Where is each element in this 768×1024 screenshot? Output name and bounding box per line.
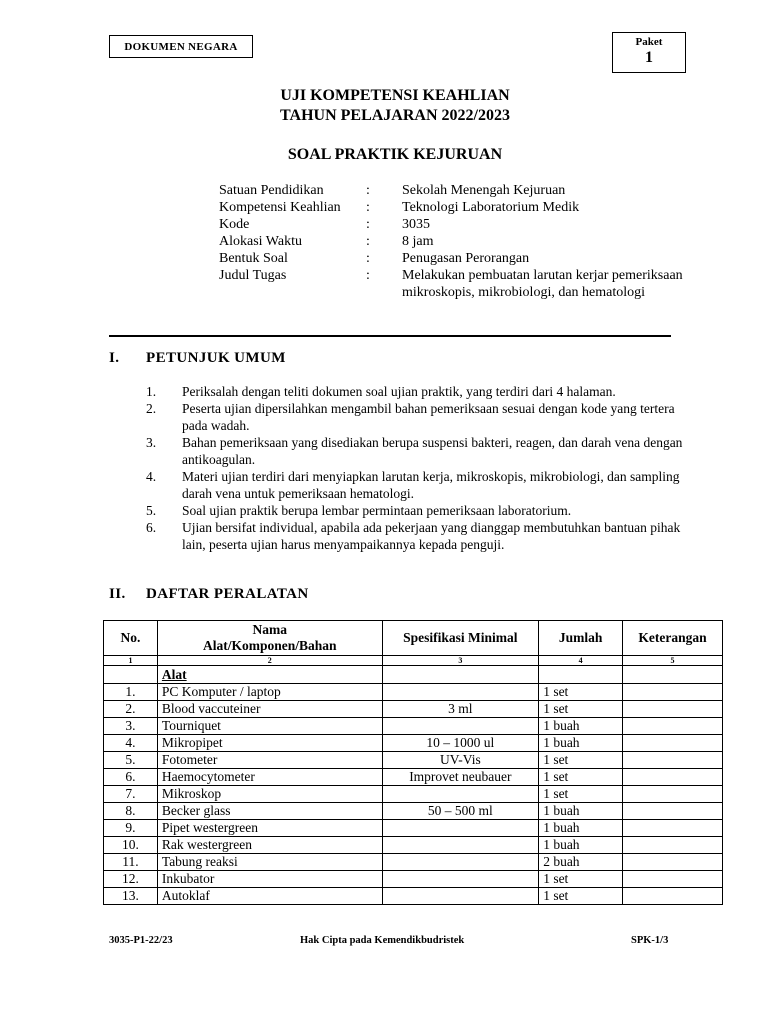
list-item-number: 1.: [146, 384, 157, 399]
cell-spesifikasi: [382, 871, 539, 888]
cell-spesifikasi: [382, 718, 539, 735]
list-item: [146, 383, 686, 400]
cell-nama: Haemocytometer: [157, 769, 382, 786]
cell-no: 10.: [104, 837, 158, 854]
title-line-3: SOAL PRAKTIK KEJURUAN: [287, 146, 503, 163]
table-row: [104, 803, 723, 820]
table-row: [104, 837, 723, 854]
paket-label: Paket: [635, 36, 663, 48]
list-item-text: Ujian bersifat individual, apabila ada pekerjaan yang dianggap membutuhkan bantuan pihak lain, peserta ujian harus menyampaikannya kepada penguji.: [182, 520, 681, 552]
cell-keterangan: [623, 837, 723, 854]
category-label: Alat: [157, 666, 382, 684]
cell-nama: Autoklaf: [157, 888, 382, 905]
cell-jumlah: 1 buah: [539, 718, 623, 735]
cell-jumlah: 1 set: [539, 871, 623, 888]
table-row: [104, 871, 723, 888]
cell-keterangan: [623, 735, 723, 752]
table-row: [104, 752, 723, 769]
cell-keterangan: [623, 701, 723, 718]
cell-keterangan: [623, 888, 723, 905]
info-value: Penugasan Perorangan: [402, 251, 530, 266]
header-spesifikasi: Spesifikasi Minimal: [382, 621, 539, 656]
info-value: 3035: [402, 217, 430, 232]
header-nama: [157, 621, 382, 656]
cell-no: 3.: [104, 718, 158, 735]
info-label: Alokasi Waktu: [219, 234, 302, 249]
cell-nama: Inkubator: [157, 871, 382, 888]
cell-nama: Rak westergreen: [157, 837, 382, 854]
list-item: [146, 468, 686, 502]
info-row: [219, 250, 692, 267]
cell-jumlah: 1 set: [539, 752, 623, 769]
cell-no: 1.: [104, 684, 158, 701]
info-row: [219, 216, 692, 233]
header-nama-line1: Nama: [252, 622, 287, 637]
cell-jumlah: 1 buah: [539, 803, 623, 820]
info-value: Melakukan pembuatan larutan kerjar pemeriksaan mikroskopis, mikrobiologi, dan hematologi: [402, 268, 683, 300]
cell-nama: Mikroskop: [157, 786, 382, 803]
list-item-number: 3.: [146, 435, 157, 450]
table-header-row: [104, 621, 723, 656]
cell-nama: Tabung reaksi: [157, 854, 382, 871]
cell-spesifikasi: 3 ml: [382, 701, 539, 718]
cell-keterangan: [623, 752, 723, 769]
cell-nama: PC Komputer / laptop: [157, 684, 382, 701]
info-value: Teknologi Laboratorium Medik: [402, 200, 580, 215]
info-value: 8 jam: [402, 234, 434, 249]
header-nama-line2: Alat/Komponen/Bahan: [202, 638, 337, 653]
cell-spesifikasi: [382, 820, 539, 837]
cell-no: 9.: [104, 820, 158, 837]
cell-no: 5.: [104, 752, 158, 769]
cell-no: 7.: [104, 786, 158, 803]
list-item-number: 2.: [146, 401, 157, 416]
header-jumlah: Jumlah: [539, 621, 623, 656]
section-2-heading: [109, 586, 309, 603]
cell-jumlah: 1 set: [539, 769, 623, 786]
footer-page: SPK-1/3: [631, 935, 669, 946]
list-item: [146, 519, 686, 553]
info-row: [219, 199, 692, 216]
title-line-1: UJI KOMPETENSI KEAHLIAN: [280, 87, 510, 104]
cell-jumlah: 1 set: [539, 684, 623, 701]
cell-spesifikasi: [382, 888, 539, 905]
list-item-text: Peserta ujian dipersilahkan mengambil bahan pemeriksaan sesuai dengan kode yang tertera pada wadah.: [182, 401, 675, 433]
list-item-number: 4.: [146, 469, 157, 484]
cell-nama: Blood vaccuteiner: [157, 701, 382, 718]
table-row: [104, 786, 723, 803]
info-label: Kompetensi Keahlian: [219, 200, 341, 215]
list-item-text: Soal ujian praktik berupa lembar permintaan pemeriksaan laboratorium.: [182, 503, 572, 518]
cell-spesifikasi: [382, 837, 539, 854]
info-label: Judul Tugas: [219, 268, 287, 283]
equipment-table: [103, 620, 723, 905]
cell-spesifikasi: [382, 684, 539, 701]
cell-spesifikasi: 10 – 1000 ul: [382, 735, 539, 752]
column-index: 4: [539, 656, 623, 666]
info-value: Sekolah Menengah Kejuruan: [402, 183, 566, 198]
footer-code: 3035-P1-22/23: [109, 935, 173, 946]
cell-spesifikasi: UV-Vis: [382, 752, 539, 769]
column-index: 3: [382, 656, 539, 666]
paket-number: 1: [645, 49, 653, 66]
cell-no: 6.: [104, 769, 158, 786]
list-item: [146, 400, 686, 434]
list-item: [146, 434, 686, 468]
list-item: [146, 502, 686, 519]
cell-nama: Becker glass: [157, 803, 382, 820]
info-row: [219, 233, 692, 250]
info-row: [219, 182, 692, 199]
cell-nama: Pipet westergreen: [157, 820, 382, 837]
category-row: [104, 666, 723, 684]
info-separator: :: [366, 183, 370, 198]
cell-keterangan: [623, 718, 723, 735]
column-index: 5: [623, 656, 723, 666]
cell-spesifikasi: Improvet neubauer: [382, 769, 539, 786]
section-2-title: DAFTAR PERALATAN: [146, 586, 309, 602]
column-index: 2: [157, 656, 382, 666]
divider-line: [109, 335, 671, 337]
list-item-text: Materi ujian terdiri dari menyiapkan larutan kerja, mikroskopis, mikrobiologi, dan sampling darah vena untuk pemeriksaan hematologi.: [182, 469, 680, 501]
header-keterangan: Keterangan: [623, 621, 723, 656]
cell-spesifikasi: [382, 854, 539, 871]
cell-keterangan: [623, 684, 723, 701]
cell-spesifikasi: 50 – 500 ml: [382, 803, 539, 820]
table-row: [104, 854, 723, 871]
cell-nama: Fotometer: [157, 752, 382, 769]
info-separator: :: [366, 234, 370, 249]
cell-no: 12.: [104, 871, 158, 888]
cell-jumlah: 1 buah: [539, 820, 623, 837]
cell-jumlah: 1 set: [539, 786, 623, 803]
table-row: [104, 718, 723, 735]
cell-no: 11.: [104, 854, 158, 871]
doc-label-text: DOKUMEN NEGARA: [124, 40, 238, 53]
section-1-heading: [109, 350, 286, 367]
column-index-row: [104, 656, 723, 666]
info-separator: :: [366, 268, 370, 283]
table-row: [104, 735, 723, 752]
document-classification-label: [109, 35, 253, 58]
title-line-2: TAHUN PELAJARAN 2022/2023: [280, 107, 510, 124]
footer-copyright: Hak Cipta pada Kemendikbudristek: [300, 935, 465, 946]
exam-info-block: [219, 182, 692, 301]
cell-nama: Tourniquet: [157, 718, 382, 735]
paket-box: [612, 32, 686, 73]
info-label: Bentuk Soal: [219, 251, 288, 266]
table-row: [104, 701, 723, 718]
info-separator: :: [366, 200, 370, 215]
info-label: Kode: [219, 217, 250, 232]
cell-keterangan: [623, 820, 723, 837]
list-item-number: 5.: [146, 503, 157, 518]
info-separator: :: [366, 217, 370, 232]
table-row: [104, 820, 723, 837]
cell-spesifikasi: [382, 786, 539, 803]
cell-keterangan: [623, 871, 723, 888]
cell-jumlah: 1 buah: [539, 735, 623, 752]
cell-no: 8.: [104, 803, 158, 820]
info-label: Satuan Pendidikan: [219, 183, 324, 198]
cell-jumlah: 1 set: [539, 888, 623, 905]
section-2-number: II.: [109, 586, 126, 602]
cell-jumlah: 1 buah: [539, 837, 623, 854]
cell-keterangan: [623, 769, 723, 786]
section-1-title: PETUNJUK UMUM: [146, 350, 286, 366]
info-separator: :: [366, 251, 370, 266]
cell-keterangan: [623, 786, 723, 803]
header-no: No.: [104, 621, 158, 656]
cell-no: 13.: [104, 888, 158, 905]
column-index: 1: [104, 656, 158, 666]
list-item-text: Periksalah dengan teliti dokumen soal ujian praktik, yang terdiri dari 4 halaman.: [182, 384, 616, 399]
list-item-number: 6.: [146, 520, 157, 535]
cell-keterangan: [623, 803, 723, 820]
cell-keterangan: [623, 854, 723, 871]
list-item-text: Bahan pemeriksaan yang disediakan berupa suspensi bakteri, reagen, dan darah vena dengan antikoagulan.: [182, 435, 683, 467]
cell-nama: Mikropipet: [157, 735, 382, 752]
cell-no: 2.: [104, 701, 158, 718]
section-1-number: I.: [109, 350, 120, 366]
cell-jumlah: 1 set: [539, 701, 623, 718]
cell-jumlah: 2 buah: [539, 854, 623, 871]
cell-no: 4.: [104, 735, 158, 752]
instruction-list: [146, 383, 686, 553]
table-row: [104, 684, 723, 701]
table-row: [104, 888, 723, 905]
table-row: [104, 769, 723, 786]
info-row: [219, 267, 692, 301]
